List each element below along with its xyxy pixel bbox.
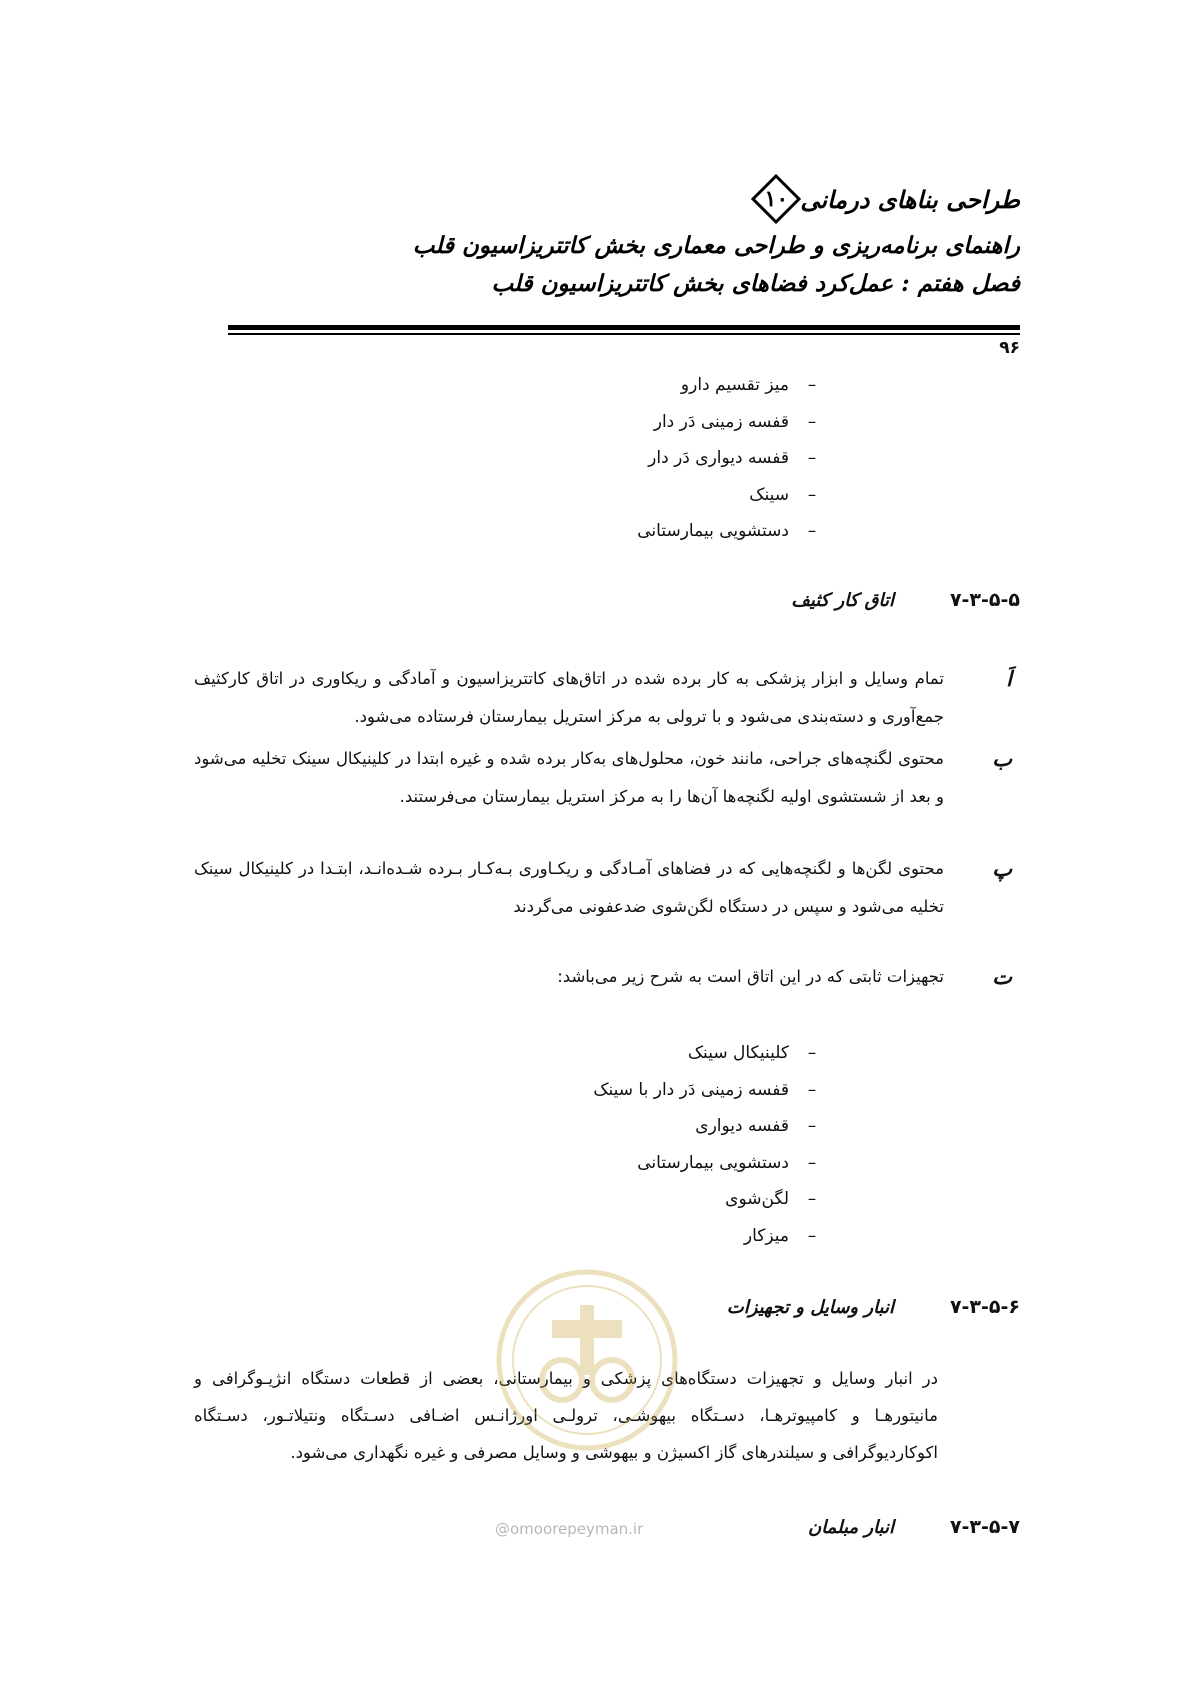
series-title: طراحی بناهای درمانی	[800, 184, 1020, 214]
dash-bullet: –	[807, 448, 817, 468]
item-text: تمام وسایل و ابزار پزشکی به کار برده شده در اتاق‌های کاتتریزاسیون و آمادگی و ریکاوری در اتاق کارکثیف جمع‌آوری و دسته‌بندی می‌شود و با ترولی به مرکز استریل بیمارستان فرستاده می‌شود.	[194, 669, 944, 726]
list-item: – میز تقسیم دارو	[315, 367, 835, 404]
item-letter: اَ	[1006, 666, 1012, 691]
dash-bullet: –	[807, 1152, 817, 1173]
dash-bullet: –	[807, 375, 817, 395]
header-rule-thin	[228, 333, 1020, 335]
list-item: – قفسه دیواری دَر دار	[315, 440, 835, 477]
item-t	[194, 958, 1020, 996]
header-rule-thick	[228, 325, 1020, 330]
chapter-title: فصل هفتم : عمل‌کرد فضاهای بخش کاتتریزاسیون قلب	[491, 270, 1020, 297]
list-item: – دستشویی بیمارستانی	[315, 1145, 835, 1182]
equipment-list-dirty-utility	[315, 1035, 835, 1254]
section-number: ۷-۳-۵-۶	[949, 1296, 1020, 1318]
section-title: انبار مبلمان	[807, 1516, 894, 1538]
section-title: انبار وسایل و تجهیزات	[726, 1296, 894, 1318]
section-number: ۷-۳-۵-۷	[949, 1516, 1020, 1538]
equipment-list-top	[315, 367, 835, 550]
dash-bullet: –	[807, 521, 817, 541]
list-item: – لگن‌شوی	[315, 1181, 835, 1218]
item-letter: ب	[992, 746, 1012, 771]
item-letter: ت	[992, 964, 1012, 989]
watermark-text: @omoorepeyman.ir	[495, 1520, 644, 1538]
dash-bullet: –	[807, 484, 817, 505]
item-a	[194, 660, 1020, 736]
section-heading-dirty-utility	[180, 585, 1020, 615]
header-series	[160, 180, 1020, 218]
item-letter: پ	[992, 856, 1012, 881]
dash-bullet: –	[807, 1225, 817, 1246]
dash-bullet: –	[807, 1189, 817, 1209]
section-title: اتاق کار کثیف	[791, 589, 894, 611]
item-text: محتوی لگن‌ها و لگنچه‌هایی که در فضاهای آمـادگی و ریکـاوری بـه‌کـار بـرده شـده‌انـد، ابتـدا در کلینیکال سینک تخلیه می‌شود و سپس در دستگاه لگن‌شوی ضدعفونی می‌گردند	[194, 859, 944, 916]
list-item: – دستشویی بیمارستانی	[315, 513, 835, 550]
dash-bullet: –	[807, 1079, 817, 1100]
series-number: ۱۰	[764, 186, 789, 212]
item-p	[194, 850, 1020, 926]
list-item: – سینک	[315, 477, 835, 514]
equipment-storage-paragraph: در انبار وسایل و تجهیزات دستگاه‌های پزشکی و بیمارستانی، بعضی از قطعات دستگاه انژیـوگرافی و مانیتورهـا و کامپیوترهـا، دسـتگاه بیهوشـی، ترولـی اورژانـس اضـافی دسـتگاه ونتیلاتـور، دسـتگاه اکوکاردیوگرافی و سیلندرهای گاز اکسیژن و بیهوشی و وسایل مصرفی و غیره نگهداری می‌شود.	[194, 1369, 938, 1462]
dash-bullet: –	[807, 1116, 817, 1136]
dash-bullet: –	[807, 411, 817, 432]
item-text: تجهیزات ثابتی که در این اتاق است به شرح زیر می‌باشد:	[557, 967, 944, 986]
dash-bullet: –	[807, 1043, 817, 1063]
item-text: محتوی لگنچه‌های جراحی، مانند خون، محلول‌های به‌کار برده شده و غیره ابتدا در کلینیکال سینک تخلیه می‌شود و بعد از شستشوی اولیه لگنچه‌ها آن‌ها را به مرکز استریل بیمارستان می‌فرستند.	[194, 749, 944, 806]
page-number: ۹۶	[999, 338, 1020, 358]
list-item: – میزکار	[315, 1218, 835, 1255]
list-item: – قفسه دیواری	[315, 1108, 835, 1145]
item-b	[194, 740, 1020, 816]
seal-logo-icon	[492, 1265, 682, 1455]
list-item: – قفسه زمینی دَر دار	[315, 404, 835, 441]
book-title: راهنمای برنامه‌ریزی و طراحی معماری بخش کاتتریزاسیون قلب	[412, 232, 1020, 259]
series-number-badge	[750, 173, 802, 225]
list-item: – قفسه زمینی دَر دار با سینک	[315, 1072, 835, 1109]
list-item: – کلینیکال سینک	[315, 1035, 835, 1072]
section-number: ۷-۳-۵-۵	[949, 589, 1020, 611]
